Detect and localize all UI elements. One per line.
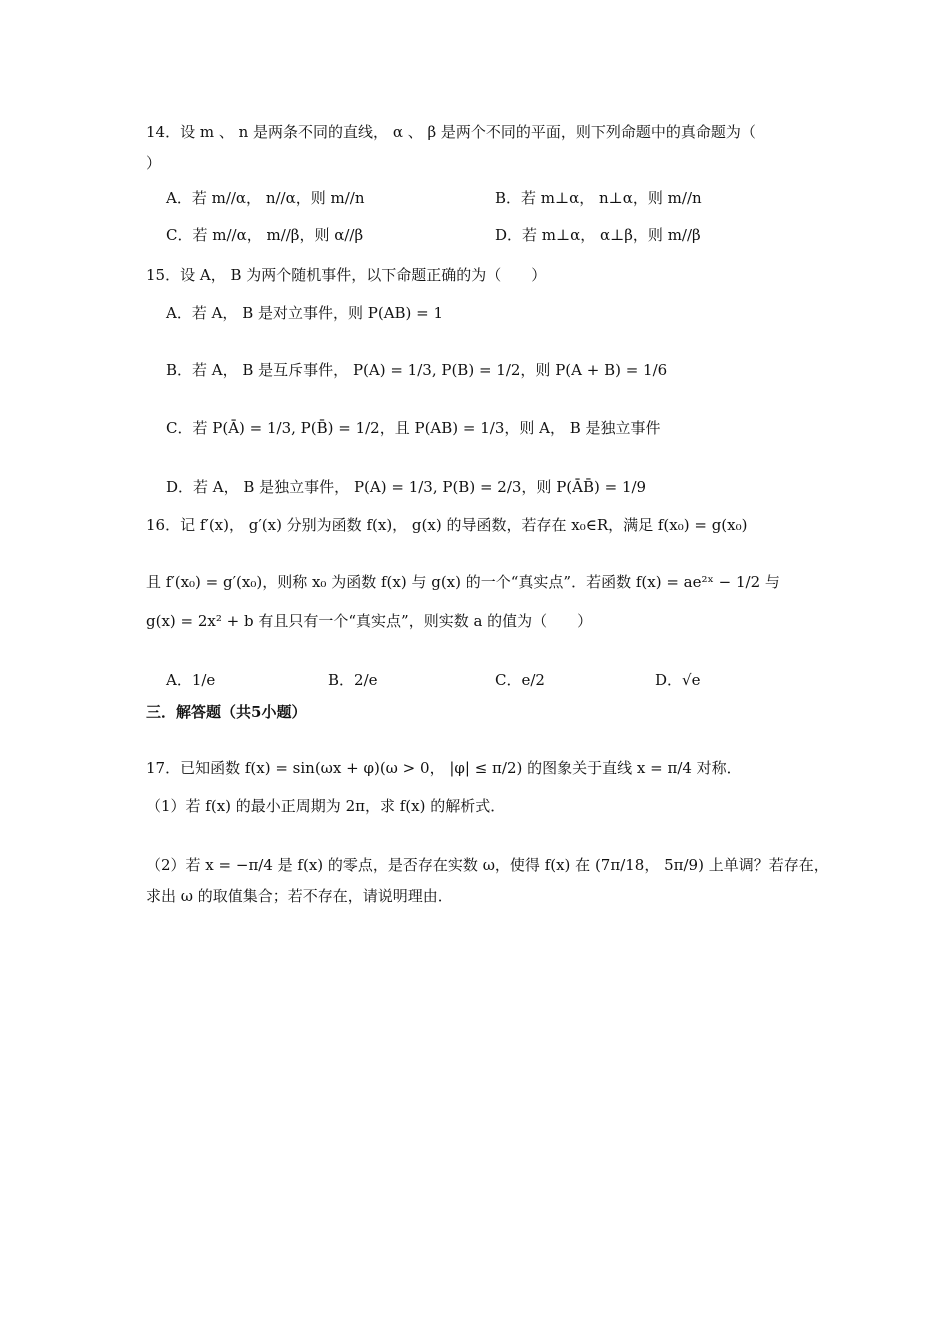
q16-option-b: B．2/e (328, 671, 378, 689)
q15-option-c: C．若 P(Ā) = 1/3, P(B̄) = 1/2，且 P(AB) = 1/3，则 A， B 是独立事件 (166, 419, 661, 437)
q16-line2: 且 f′(x₀) = g′(x₀)，则称 x₀ 为函数 f(x) 与 g(x) 的一个“真实点”．若函数 f(x) = ae²ˣ − 1/2 与 (146, 573, 780, 591)
q16-option-a: A．1/e (166, 671, 216, 689)
q14-stem-line2: ） (146, 154, 162, 172)
q16-option-d: D．√e (655, 671, 701, 689)
q16-line3: g(x) = 2x² + b 有且只有一个“真实点”，则实数 a 的值为（ ） (146, 612, 593, 630)
q16-line1: 16．记 f′(x)， g′(x) 分别为函数 f(x)， g(x) 的导函数，若存在 x₀∈R，满足 f(x₀) = g(x₀) (146, 516, 748, 534)
q14-option-a: A．若 m//α， n//α，则 m//n (166, 189, 365, 207)
q14-option-c: C．若 m//α， m//β，则 α//β (166, 226, 364, 244)
q14-option-d: D．若 m⊥α， α⊥β，则 m//β (495, 226, 701, 244)
section-heading: 三．解答题（共5小题） (146, 703, 307, 721)
q17-stem: 17．已知函数 f(x) = sin(ωx + φ)(ω > 0， |φ| ≤ π/2) 的图象关于直线 x = π/4 对称． (146, 759, 742, 777)
q14-stem-line1: 14．设 m 、 n 是两条不同的直线， α 、 β 是两个不同的平面，则下列命题中的真命题为（ (146, 123, 756, 141)
q17-part1: （1）若 f(x) 的最小正周期为 2π，求 f(x) 的解析式． (146, 797, 506, 815)
q17-part2: （2）若 x = −π/4 是 f(x) 的零点，是否存在实数 ω，使得 f(x) 在 (7π/18， 5π/9) 上单调？若存在， (146, 856, 829, 874)
q15-stem: 15．设 A， B 为两个随机事件，以下命题正确的为（ ） (146, 266, 547, 284)
q15-option-d: D．若 A， B 是独立事件， P(A) = 1/3, P(B) = 2/3，则 P(ĀB̄) = 1/9 (166, 478, 647, 496)
q17-part3: 求出 ω 的取值集合；若不存在，请说明理由． (146, 887, 453, 905)
q14-option-b: B．若 m⊥α， n⊥α，则 m//n (495, 189, 702, 207)
q16-option-c: C．e/2 (495, 671, 545, 689)
q15-option-b: B．若 A， B 是互斥事件， P(A) = 1/3, P(B) = 1/2，则 P(A + B) = 1/6 (166, 361, 668, 379)
q15-option-a: A．若 A， B 是对立事件，则 P(AB) = 1 (166, 304, 444, 322)
